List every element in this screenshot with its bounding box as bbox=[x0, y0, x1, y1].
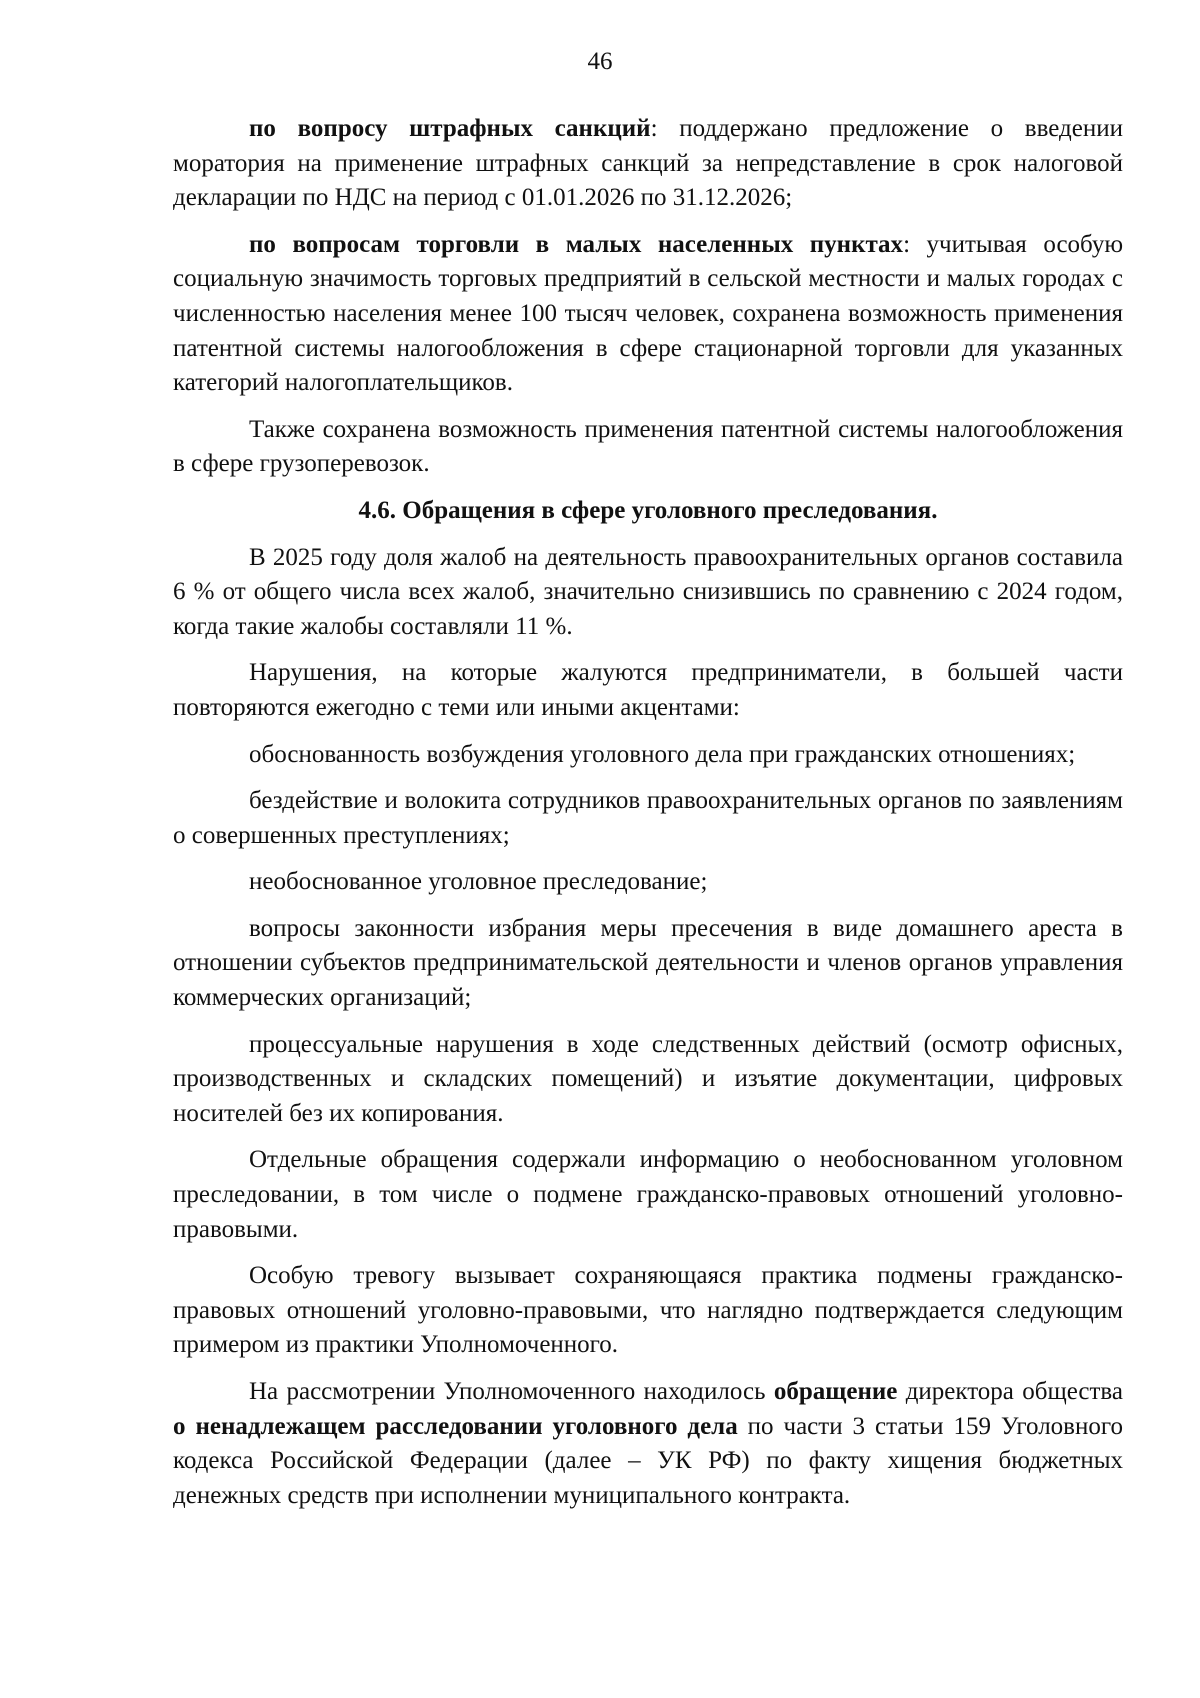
paragraph: Особую тревогу вызывает сохраняющаяся практика подмены гражданско-правовых отношений уголовно-правовыми, что наглядно подтверждается следующим примером из практики Уполномоченного. bbox=[173, 1262, 1123, 1359]
list-item: бездействие и волокита сотрудников правоохранительных органов по заявлениям о совершенных преступлениях; bbox=[173, 787, 1123, 849]
paragraph-lead-bold: по вопросу штрафных санкций bbox=[249, 115, 651, 142]
paragraph-case-example bbox=[173, 1375, 1123, 1513]
paragraph-lead-bold: по вопросам торговли в малых населенных пунктах bbox=[249, 230, 904, 258]
bold-phrase: о ненадлежащем расследовании уголовного дела bbox=[173, 1412, 738, 1440]
paragraph: Нарушения, на которые жалуются предприниматели, в большей части повторяются ежегодно с теми или иными акцентами: bbox=[173, 659, 1123, 721]
page-number: 46 bbox=[587, 48, 613, 75]
paragraph-text: : учитывая особую социальную значимость торговых предприятий в сельской местности и малых городах с численностью населения менее 100 тысяч человек, сохранена возможность применения патентной системы налогообложения в сфере стационарной торговли для указанных категорий налогоплательщиков. bbox=[173, 230, 1123, 397]
list-item: обоснованность возбуждения уголовного дела при гражданских отношениях; bbox=[249, 740, 1076, 768]
section-heading: 4.6. Обращения в сфере уголовного преследования. bbox=[358, 496, 938, 524]
bold-phrase: обращение bbox=[773, 1378, 898, 1405]
paragraph-small-settlements bbox=[173, 228, 1123, 401]
paragraph-freight: Также сохранена возможность применения патентной системы налогообложения в сфере грузоперевозок. bbox=[173, 415, 1123, 478]
list-item: процессуальные нарушения в ходе следственных действий (осмотр офисных, производственных и складских помещений) и изъятие документации, цифровых носителей без их копирования. bbox=[173, 1030, 1123, 1127]
list-item: необоснованное уголовное преследование; bbox=[249, 868, 708, 896]
paragraph-penalties bbox=[173, 112, 1123, 216]
paragraph: В 2025 году доля жалоб на деятельность правоохранительных органов составила 6 % от общего числа всех жалоб, значительно снизившись по сравнению с 2024 годом, когда такие жалобы составляли 11 %. bbox=[173, 543, 1123, 640]
paragraph-text: по части 3 статьи 159 Уголовного кодекса Российской Федерации (далее – УК РФ) по факту хищения бюджетных денежных средств при исполнении муниципального контракта. bbox=[173, 1412, 1123, 1509]
paragraph-text: директора общества bbox=[897, 1378, 1124, 1405]
paragraph-text: : поддержано предложение о введении моратория на применение штрафных санкций за непредставление в срок налоговой декларации по НДС на период с 01.01.2026 по 31.12.2026; bbox=[173, 115, 1123, 212]
paragraph-text: На рассмотрении Уполномоченного находилось bbox=[249, 1378, 774, 1405]
list-item: вопросы законности избрания меры пресечения в виде домашнего ареста в отношении субъектов предпринимательской деятельности и членов органов управления коммерческих организаций; bbox=[173, 914, 1123, 1012]
paragraph: Отдельные обращения содержали информацию о необоснованном уголовном преследовании, в том числе о подмене гражданско-правовых отношений уголовно-правовыми. bbox=[173, 1146, 1123, 1243]
document-body bbox=[173, 112, 1123, 1525]
